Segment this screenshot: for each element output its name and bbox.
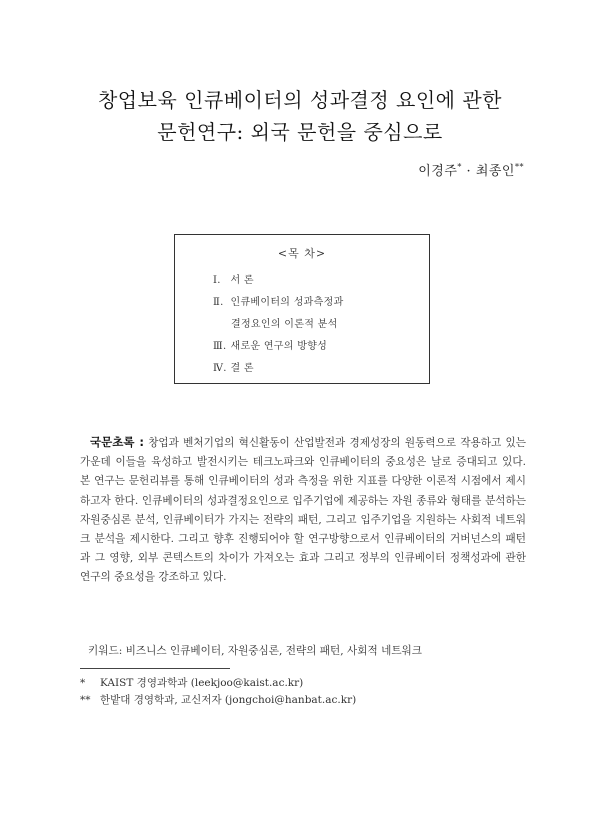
toc-item-number: Ⅲ. — [213, 341, 227, 352]
title-line-1: 창업보육 인큐베이터의 성과결정 요인에 관한 — [97, 88, 502, 112]
footnote — [80, 692, 356, 707]
title-line-2: 문헌연구: 외국 문헌을 중심으로 — [157, 120, 443, 144]
toc-item — [231, 315, 338, 330]
author-separator: · — [461, 164, 476, 179]
footnote-mark: ** — [80, 694, 91, 706]
author-footnote-mark: * — [457, 162, 462, 172]
author-footnote-mark: ** — [515, 162, 524, 172]
toc-item-number: Ⅰ. — [213, 275, 221, 286]
toc-item-label: 결 론 — [230, 363, 254, 374]
toc-item — [213, 337, 327, 352]
abstract-label: 국문초록 : — [90, 435, 144, 449]
toc-item-label: 인큐베이터의 성과측정과 — [230, 297, 344, 308]
footnote-text: KAIST 경영과학과 (leekjoo@kaist.ac.kr) — [100, 677, 304, 689]
footnote — [80, 675, 303, 690]
toc-item-label: 새로운 연구의 방향성 — [230, 341, 328, 352]
table-of-contents-box — [174, 234, 430, 384]
author-name: 이경주 — [418, 164, 458, 179]
toc-item-number: Ⅳ. — [213, 363, 227, 374]
keywords: 키워드: 비즈니스 인큐베이터, 자원중심론, 전략의 패턴, 사회적 네트워크 — [88, 645, 423, 657]
toc-item — [213, 271, 254, 286]
paper-title — [0, 84, 600, 148]
toc-heading: <목 차> — [277, 247, 327, 260]
footnote-text: 한밭대 경영학과, 교신저자 (jongchoi@hanbat.ac.kr) — [100, 694, 357, 706]
toc-item-number: Ⅱ. — [213, 297, 224, 308]
author-name: 최종인 — [475, 164, 515, 179]
korean-abstract — [80, 433, 526, 588]
toc-item-label: 결정요인의 이론적 분석 — [231, 319, 338, 330]
abstract-text: 창업과 벤처기업의 혁신활동이 산업발전과 경제성장의 원동력으로 작용하고 있는 가운데 이들을 육성하고 발전시키는 테크노파크와 인큐베이터의 중요성은 날로 증대되고 있다. 본 연구는 문헌리뷰를 통해 인큐베이터의 성과 측정을 위한 지표를 다양한 이론적 시점에서 제시하고자 한다. 인큐베이터의 성과결정요인으로 입주기업에 제공하는 자원 종류와 형태를 분석하는 자원중심론 분석, 인큐베이터가 가지는 전략의 패턴, 그리고 입주기업을 지원하는 사회적 네트워크 분석을 제시한다. 그리고 향후 진행되어야 할 연구방향으로서 인큐베이터의 거버넌스의 패턴과 그 영향, 외부 콘텍스트의 차이가 가져오는 효과 그리고 정부의 인큐베이터 정책성과에 관한 연구의 중요성을 강조하고 있다. — [80, 437, 526, 584]
footnote-mark: * — [80, 677, 86, 689]
toc-item-label: 서 론 — [230, 275, 254, 286]
author-line — [418, 160, 524, 179]
toc-item — [213, 359, 254, 374]
footnote-divider — [80, 668, 230, 669]
toc-item — [213, 293, 344, 308]
